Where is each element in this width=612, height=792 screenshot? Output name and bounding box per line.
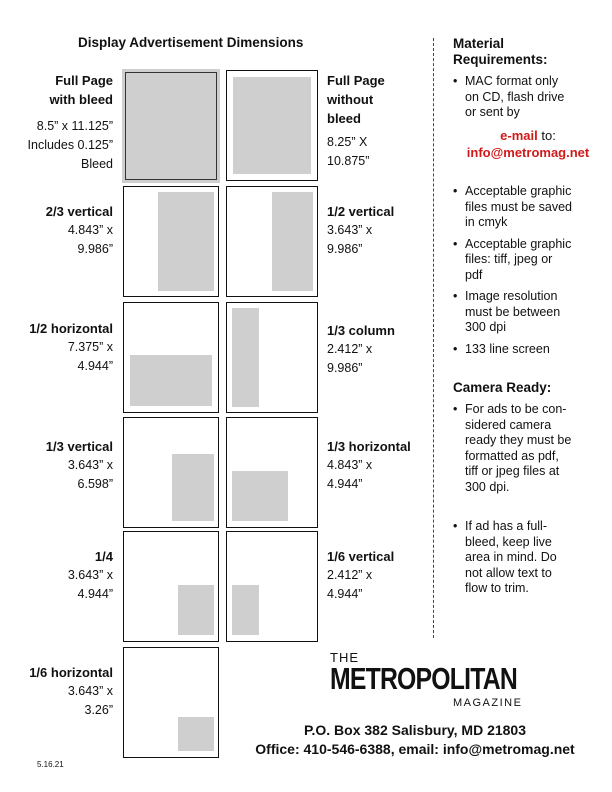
logo-magazine: MAGAZINE: [453, 697, 523, 709]
label-third-horizontal: [327, 437, 419, 494]
label-half-vertical: [327, 202, 419, 259]
list-line: • Image resolution: [465, 289, 558, 303]
ad-dimension: 4.944”: [327, 587, 363, 601]
camera-list: [453, 402, 603, 597]
list-line: area in mind. Do: [465, 550, 557, 564]
ad-dimension: 4.944”: [77, 587, 113, 601]
ad-dimension: 4.944”: [327, 477, 363, 491]
list-item: [453, 237, 603, 284]
phone-email: Office: 410-546-6388, email: info@metromag.net: [255, 741, 575, 757]
ad-name: with bleed: [49, 92, 113, 107]
list-line: sidered camera: [465, 417, 552, 432]
ad-name: 1/2 vertical: [327, 204, 395, 219]
ad-area: [178, 585, 214, 635]
list-item: [453, 342, 603, 358]
list-line: flow to trim.: [465, 581, 529, 595]
ad-area: [233, 77, 311, 174]
list-line: • If ad has a full-: [465, 519, 547, 533]
list-line: • For ads to be con-: [465, 402, 567, 416]
ad-dimension: 9.986”: [327, 361, 363, 375]
ad-box-full-bleed: [122, 69, 220, 183]
ad-area: [172, 454, 214, 521]
list-line: formatted as pdf,: [465, 448, 559, 463]
ad-dimension: 3.643” x: [327, 223, 373, 237]
ad-box-sixth-horizontal: [123, 647, 219, 758]
label-half-horizontal: [3, 319, 113, 376]
label-full-bleed: [3, 71, 113, 174]
magazine-logo: [330, 650, 564, 697]
page-title: Display Advertisement Dimensions: [78, 35, 304, 50]
logo-the: THE: [330, 650, 359, 665]
ad-box-quarter: [123, 531, 219, 642]
list-line: files: tiff, jpeg or: [465, 252, 553, 266]
graphics-list: [453, 184, 603, 357]
ad-dimension: 3.26”: [84, 703, 113, 717]
ad-dimension: 3.643” x: [67, 684, 113, 698]
ad-area: [125, 72, 217, 180]
label-two-thirds-vertical: [3, 202, 113, 259]
sidebar-divider: [433, 38, 434, 638]
revision-date: 5.16.21: [37, 760, 64, 769]
list-line: • 133 line screen: [465, 341, 550, 356]
material-heading: Material: [453, 36, 505, 51]
list-line: 300 dpi.: [465, 479, 510, 494]
list-line: • Acceptable graphic: [465, 184, 572, 198]
ad-name: 1/6 horizontal: [29, 665, 113, 680]
label-sixth-horizontal: [3, 663, 113, 720]
ad-dimension: 6.598”: [77, 477, 113, 491]
email-link[interactable]: info@metromag.net: [466, 144, 590, 160]
ad-box-sixth-vertical: [226, 531, 318, 642]
ad-name: 1/3 vertical: [45, 439, 113, 454]
ad-dimension: 2.412” x: [327, 342, 373, 356]
ad-box-third-horizontal: [226, 417, 318, 528]
ad-name: 1/3 column: [327, 323, 395, 338]
ad-name: 1/6 vertical: [327, 549, 395, 564]
address: P.O. Box 382 Salisbury, MD 21803: [303, 722, 527, 738]
ad-name: Full Page: [327, 73, 385, 88]
list-line: ready they must be: [465, 433, 572, 447]
ad-area: [272, 192, 313, 291]
email-block: [453, 127, 603, 161]
ad-dimension: 3.643” x: [67, 458, 113, 472]
ad-area: [232, 471, 288, 521]
list-line: files must be saved: [465, 199, 572, 214]
list-line: must be between: [465, 304, 561, 319]
material-heading: Requirements:: [453, 52, 548, 67]
ad-dimension: 7.375” x: [67, 340, 113, 354]
ad-box-two-thirds-vertical: [123, 186, 219, 297]
ad-name: 1/2 horizontal: [29, 321, 113, 336]
ad-area: [130, 355, 212, 406]
ad-dimension: 8.5” x 11.125”: [36, 119, 113, 133]
label-third-column: [327, 321, 419, 378]
ad-dimension: 10.875”: [327, 154, 370, 168]
ad-area: [232, 585, 259, 635]
ad-name: Full Page: [55, 73, 113, 88]
ad-area: [158, 192, 214, 291]
graphic-requirements: [453, 184, 603, 362]
ad-dimension: 2.412” x: [327, 568, 373, 582]
camera-ready: [453, 380, 603, 602]
ad-dimension: Bleed: [81, 157, 113, 171]
list-line: or sent by: [465, 105, 520, 119]
ad-box-half-horizontal: [123, 302, 219, 413]
ad-dimension: 3.643” x: [67, 568, 113, 582]
ad-name: bleed: [327, 111, 361, 126]
list-line: on CD, flash drive: [465, 89, 565, 104]
contact-info: [228, 721, 602, 759]
email-word: e-mail: [500, 127, 538, 143]
ad-dimension: 4.944”: [77, 359, 113, 373]
ad-name: without: [327, 92, 374, 107]
ad-box-third-column: [226, 302, 318, 413]
label-full-nobleed: [327, 71, 419, 171]
ad-name: 2/3 vertical: [45, 204, 113, 219]
label-third-vertical: [3, 437, 113, 494]
list-line: not allow text to: [465, 565, 552, 580]
logo-main: METROPOLITAN: [330, 661, 517, 696]
list-item: [453, 184, 603, 231]
ad-name: 1/3 horizontal: [327, 439, 411, 454]
ad-box-full-nobleed: [226, 70, 318, 181]
label-sixth-vertical: [327, 547, 419, 604]
ad-box-half-vertical: [226, 186, 318, 297]
list-line: tiff or jpeg files at: [465, 464, 560, 478]
list-line: • Acceptable graphic: [465, 236, 572, 251]
camera-heading: Camera Ready:: [453, 380, 552, 395]
list-line: 300 dpi: [465, 320, 507, 334]
ad-dimension: 9.986”: [77, 242, 113, 256]
list-item: [453, 74, 603, 121]
ad-name: 1/4: [94, 549, 113, 564]
ad-area: [232, 308, 259, 407]
label-quarter: [3, 547, 113, 604]
ad-dimension: 9.986”: [327, 242, 363, 256]
list-line: in cmyk: [465, 215, 508, 229]
email-to: to:: [537, 127, 556, 143]
ad-dimension: 4.843” x: [67, 223, 113, 237]
list-item: [453, 519, 603, 597]
list-item: [453, 402, 603, 495]
list-item: [453, 289, 603, 336]
ad-area: [178, 717, 214, 751]
list-line: • MAC format only: [465, 74, 559, 88]
list-line: pdf: [465, 267, 483, 282]
ad-dimension: Includes 0.125”: [27, 138, 113, 152]
ad-dimension: 4.843” x: [327, 458, 373, 472]
list-line: bleed, keep live: [465, 534, 552, 549]
material-list: [453, 74, 603, 121]
ad-box-third-vertical: [123, 417, 219, 528]
ad-dimension: 8.25” X: [327, 135, 368, 149]
material-requirements: [453, 36, 603, 161]
